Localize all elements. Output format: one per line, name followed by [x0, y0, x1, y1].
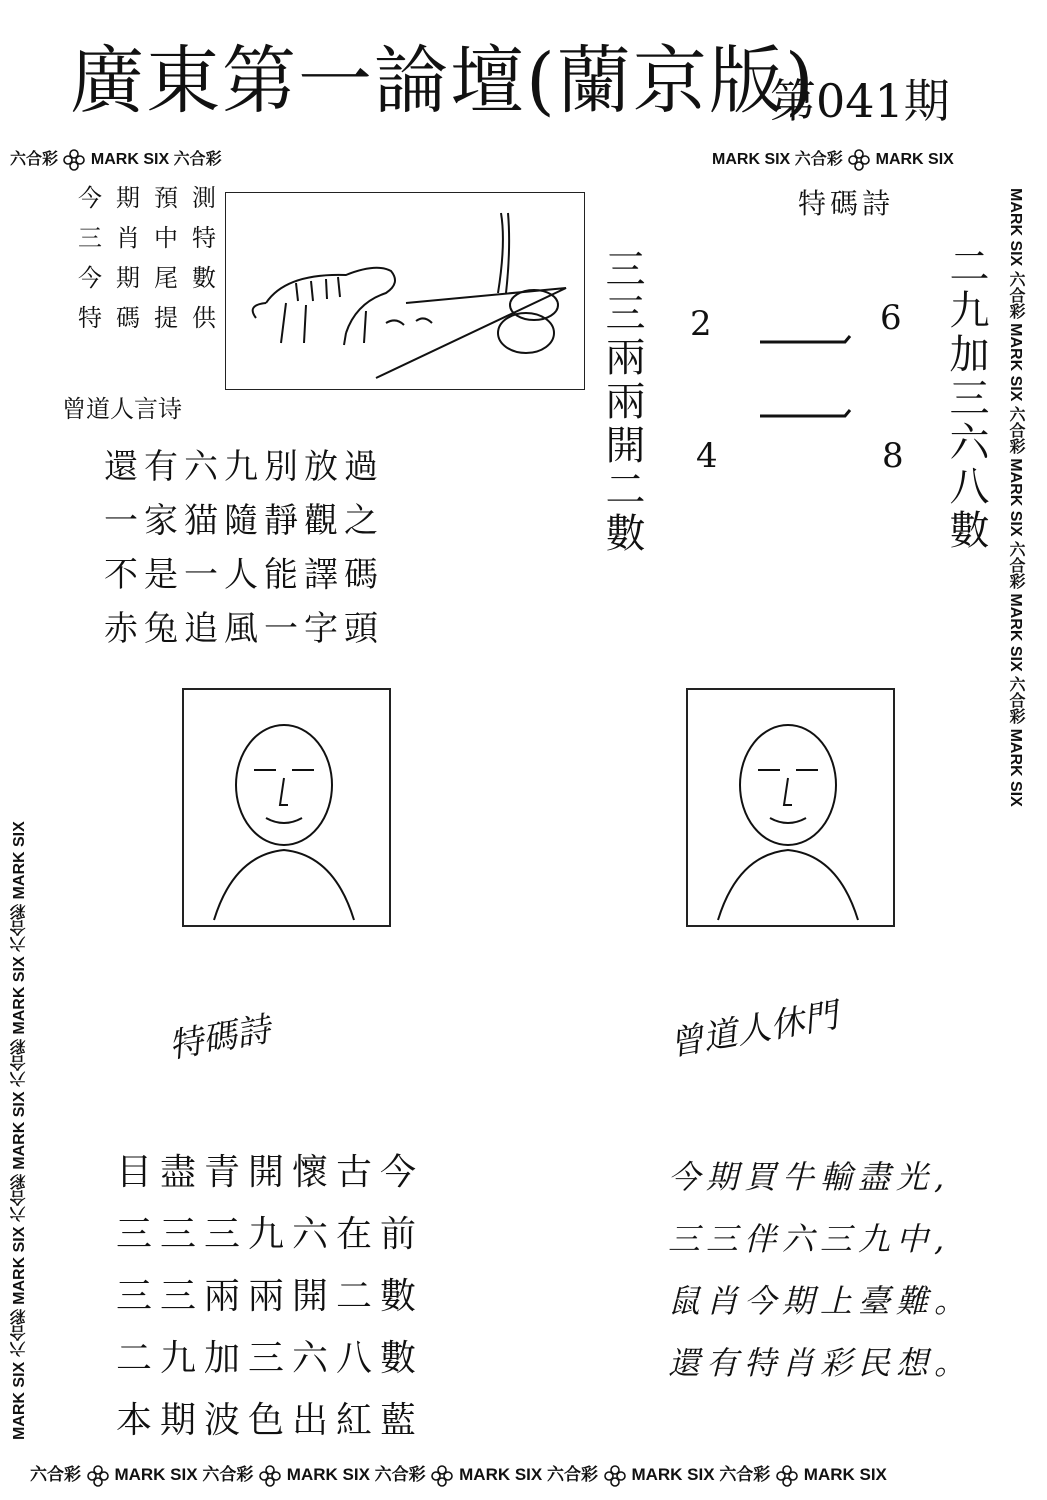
poem-line: 二九加三六八數 — [116, 1338, 425, 1379]
portrait-left — [182, 688, 391, 927]
brand-label: 六合彩 — [11, 1309, 28, 1358]
poem-line: 本期波色出紅藍 — [116, 1400, 425, 1441]
poem-line: 今期買牛輸盡光, — [668, 1158, 951, 1196]
predict-line: 今期尾數 — [78, 264, 230, 292]
number-top-left: 2 — [690, 304, 712, 344]
left-side-strip — [8, 180, 31, 1440]
number-bottom-right: 8 — [882, 436, 904, 476]
predict-line: 三肖中特 — [78, 224, 230, 252]
brand-label: 六合彩 — [1007, 676, 1024, 725]
brand-label: 六合彩 — [546, 1465, 598, 1484]
cursive-right-heading: 曾道人休門 — [666, 995, 841, 1065]
brand-label: 六合彩 — [719, 1465, 771, 1484]
portrait-right — [686, 688, 895, 927]
special-poem-title: 特碼詩 — [798, 187, 895, 220]
mark-six-label: MARK SIX — [114, 1465, 198, 1484]
mark-six-label: MARK SIX — [1007, 323, 1024, 402]
flower-icon — [847, 148, 871, 172]
top-right-band — [712, 146, 954, 172]
mark-six-label: MARK SIX — [11, 956, 28, 1035]
page-title: 廣東第一論壇(蘭京版) — [70, 38, 816, 124]
mark-six-label: MARK SIX — [1007, 593, 1024, 672]
poem-line: 還有特肖彩民想。 — [668, 1344, 973, 1382]
vertical-left-text: 三三兩兩開二數 — [599, 248, 645, 556]
left-poem — [104, 440, 384, 656]
top-left-band — [10, 146, 222, 172]
portrait-drawing — [688, 690, 893, 925]
flower-icon — [258, 1464, 282, 1488]
poem-line: 三三兩兩開二數 — [116, 1276, 425, 1317]
issue-number: 第041期 — [770, 74, 950, 128]
poem-line: 三三伴六三九中, — [668, 1220, 951, 1258]
brand-label: 六合彩 — [1007, 540, 1024, 589]
flower-icon — [62, 148, 86, 172]
number-bottom-left: 4 — [696, 436, 718, 476]
poem-line: 還有六九別放過 — [104, 447, 384, 487]
bottom-right-poem — [668, 1146, 972, 1394]
mark-six-label: MARK SIX — [90, 151, 170, 168]
brand-label: 六合彩 — [374, 1465, 426, 1484]
mark-six-label: MARK SIX — [1007, 458, 1024, 537]
mark-six-label: MARK SIX — [11, 1226, 28, 1305]
mark-six-label: MARK SIX — [1007, 188, 1024, 267]
right-side-strip — [1004, 188, 1027, 1448]
brand-label: 六合彩 — [202, 1465, 254, 1484]
bottom-band — [30, 1460, 887, 1488]
brand-label: 六合彩 — [11, 903, 28, 952]
vertical-right-text: 二九加三六八數 — [943, 245, 989, 553]
brand-label: 六合彩 — [10, 151, 59, 168]
predict-line: 特碼提供 — [78, 304, 230, 332]
poem-line: 赤兔追風一字頭 — [104, 609, 384, 649]
mark-six-label: MARK SIX — [11, 1091, 28, 1170]
brand-label: 六合彩 — [794, 151, 843, 168]
mark-six-label: MARK SIX — [803, 1465, 887, 1484]
poem-line: 一家猫隨靜觀之 — [104, 501, 384, 541]
flower-icon — [603, 1464, 627, 1488]
tiger-illustration — [225, 192, 585, 390]
portrait-drawing — [184, 690, 389, 925]
tiger-drawing — [226, 193, 584, 389]
mark-six-label: MARK SIX — [11, 821, 28, 900]
flower-icon — [86, 1464, 110, 1488]
bottom-left-poem — [116, 1142, 424, 1452]
poem-line: 不是一人能譯碼 — [104, 555, 384, 595]
predict-list — [78, 178, 230, 338]
double-line-mark — [750, 320, 870, 430]
flower-icon — [430, 1464, 454, 1488]
poem-line: 鼠肖今期上臺難。 — [668, 1282, 973, 1320]
brand-label: 六合彩 — [1007, 405, 1024, 454]
flower-icon — [775, 1464, 799, 1488]
number-top-right: 6 — [880, 298, 902, 338]
mark-six-label: MARK SIX — [631, 1465, 715, 1484]
poem-line: 目盡青開懷古今 — [116, 1152, 425, 1193]
mark-six-label: MARK SIX — [286, 1465, 370, 1484]
left-poem-title: 曾道人言诗 — [62, 395, 182, 423]
predict-line: 今期預測 — [78, 184, 230, 212]
cursive-left-heading: 特碼詩 — [165, 1009, 274, 1067]
poem-line: 三三三九六在前 — [116, 1214, 425, 1255]
brand-label: 六合彩 — [11, 1174, 28, 1223]
brand-label: 六合彩 — [1007, 270, 1024, 319]
brand-label: 六合彩 — [30, 1465, 81, 1484]
brand-label: 六合彩 — [173, 151, 222, 168]
mark-six-label: MARK SIX — [11, 1361, 28, 1440]
brand-label: 六合彩 — [11, 1039, 28, 1088]
mark-six-label: MARK SIX — [459, 1465, 543, 1484]
mark-six-label: MARK SIX — [875, 151, 954, 168]
mark-six-label: MARK SIX — [1007, 728, 1024, 807]
mark-six-label: MARK SIX — [712, 151, 791, 168]
